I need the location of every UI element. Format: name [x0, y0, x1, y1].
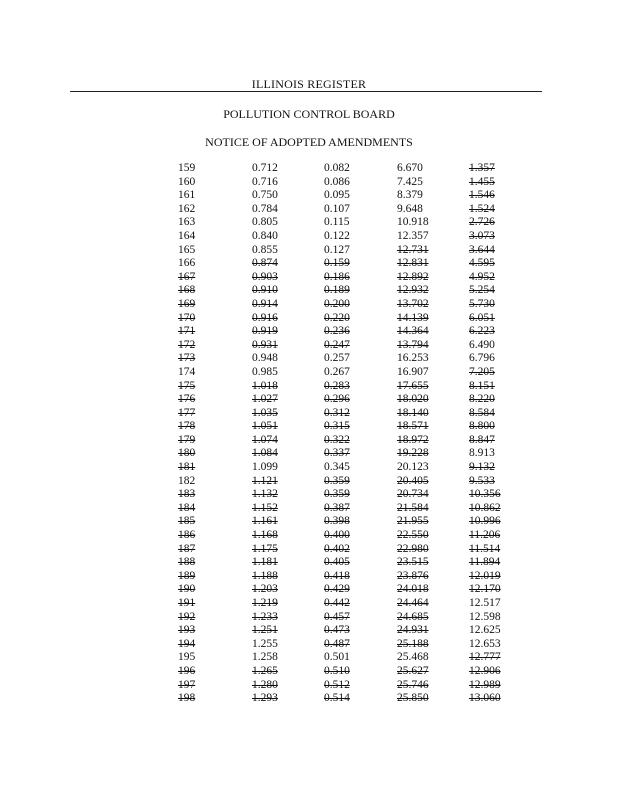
value-cell: 0.296	[324, 393, 350, 406]
value-cell: 12.731	[397, 243, 429, 256]
value-cell: 0.220	[324, 311, 350, 324]
table-row	[0, 257, 618, 271]
row-number-cell: 192	[178, 610, 196, 623]
row-number-cell: 195	[178, 651, 196, 664]
value-cell: 0.115	[324, 216, 350, 229]
value-cell: 1.258	[252, 651, 278, 664]
value-cell: 4.952	[469, 270, 495, 283]
value-cell: 0.418	[324, 569, 350, 582]
row-number-cell: 188	[178, 556, 196, 569]
row-number-cell: 159	[178, 162, 196, 174]
value-cell: 1.265	[252, 664, 278, 677]
value-cell: 0.359	[324, 488, 350, 501]
row-number-cell: 163	[178, 216, 196, 229]
value-cell: 0.387	[324, 501, 350, 514]
value-cell: 7.425	[397, 175, 423, 188]
value-cell: 0.315	[324, 420, 350, 433]
value-cell: 8.584	[469, 406, 495, 419]
value-cell: 0.159	[324, 257, 350, 270]
value-cell: 0.473	[324, 624, 350, 637]
value-cell: 1.168	[252, 529, 278, 542]
value-cell: 0.122	[324, 229, 350, 242]
value-cell: 5.254	[469, 284, 495, 297]
row-number-cell: 177	[178, 406, 196, 419]
value-cell: 0.200	[324, 297, 350, 310]
value-cell: 16.907	[397, 365, 429, 378]
value-cell: 0.985	[252, 365, 278, 378]
value-cell: 4.595	[469, 257, 495, 270]
row-number-cell: 160	[178, 175, 196, 188]
value-cell: 0.283	[324, 379, 350, 392]
value-cell: 1.188	[252, 569, 278, 582]
table-row	[0, 583, 618, 597]
value-cell: 12.357	[397, 229, 429, 242]
value-cell: 0.429	[324, 583, 350, 596]
value-cell: 0.337	[324, 447, 350, 460]
value-cell: 9.533	[469, 474, 495, 487]
row-number-cell: 168	[178, 284, 196, 297]
value-cell: 25.468	[397, 651, 429, 664]
value-cell: 1.233	[252, 610, 278, 623]
value-cell: 0.247	[324, 338, 350, 351]
table-row	[0, 339, 618, 353]
value-cell: 0.400	[324, 529, 350, 542]
table-row	[0, 447, 618, 461]
value-cell: 0.855	[252, 243, 278, 256]
value-cell: 6.796	[469, 352, 495, 365]
value-cell: 25.627	[397, 664, 429, 677]
value-cell: 10.996	[469, 515, 501, 528]
table-row	[0, 162, 618, 176]
row-number-cell: 167	[178, 270, 196, 283]
value-cell: 1.251	[252, 624, 278, 637]
value-cell: 25.850	[397, 692, 429, 705]
value-cell: 23.515	[397, 556, 429, 569]
value-cell: 12.831	[397, 257, 429, 270]
row-number-cell: 162	[178, 202, 196, 215]
value-cell: 22.550	[397, 529, 429, 542]
value-cell: 11.514	[469, 542, 501, 555]
table-row	[0, 624, 618, 638]
table-row	[0, 515, 618, 529]
table-row	[0, 189, 618, 203]
value-cell: 12.019	[469, 569, 501, 582]
row-number-cell: 169	[178, 297, 196, 310]
value-cell: 19.228	[397, 447, 429, 460]
value-cell: 0.805	[252, 216, 278, 229]
value-cell: 0.442	[324, 597, 350, 609]
value-cell: 1.051	[252, 420, 278, 433]
value-cell: 0.405	[324, 556, 350, 569]
row-number-cell: 180	[178, 447, 196, 460]
value-cell: 8.800	[469, 420, 495, 433]
table-row	[0, 597, 618, 611]
table-row	[0, 216, 618, 230]
value-cell: 0.784	[252, 202, 278, 215]
table-row	[0, 692, 618, 706]
row-number-cell: 184	[178, 501, 196, 514]
table-row	[0, 244, 618, 258]
value-cell: 1.181	[252, 556, 278, 569]
value-cell: 1.084	[252, 447, 278, 460]
value-cell: 10.918	[397, 216, 429, 229]
value-cell: 0.345	[324, 461, 350, 474]
table-row	[0, 529, 618, 543]
row-number-cell: 164	[178, 229, 196, 242]
value-cell: 0.086	[324, 175, 350, 188]
value-cell: 24.464	[397, 597, 429, 609]
row-number-cell: 174	[178, 365, 196, 378]
table-row	[0, 488, 618, 502]
value-cell: 0.840	[252, 229, 278, 242]
value-cell: 0.186	[324, 270, 350, 283]
value-cell: 13.702	[397, 297, 429, 310]
table-row	[0, 380, 618, 394]
value-cell: 0.322	[324, 433, 350, 446]
value-cell: 8.379	[397, 189, 423, 202]
value-cell: 6.223	[469, 325, 495, 338]
value-cell: 21.955	[397, 515, 429, 528]
value-cell: 1.152	[252, 501, 278, 514]
value-cell: 0.236	[324, 325, 350, 338]
table-row	[0, 543, 618, 557]
value-cell: 0.312	[324, 406, 350, 419]
value-cell: 12.989	[469, 678, 501, 691]
table-row	[0, 570, 618, 584]
table-row	[0, 271, 618, 285]
value-cell: 1.132	[252, 488, 278, 501]
value-cell: 0.359	[324, 474, 350, 487]
value-cell: 12.598	[469, 610, 501, 623]
table-row	[0, 679, 618, 693]
value-cell: 12.170	[469, 583, 501, 596]
value-cell: 1.293	[252, 692, 278, 705]
value-cell: 0.919	[252, 325, 278, 338]
value-cell: 12.892	[397, 270, 429, 283]
table-row	[0, 325, 618, 339]
value-cell: 13.060	[469, 692, 501, 705]
row-number-cell: 183	[178, 488, 196, 501]
value-cell: 14.139	[397, 311, 429, 324]
table-row	[0, 176, 618, 190]
value-cell: 0.903	[252, 270, 278, 283]
value-cell: 12.777	[469, 651, 501, 664]
value-cell: 25.188	[397, 637, 429, 650]
value-cell: 22.980	[397, 542, 429, 555]
value-cell: 20.734	[397, 488, 429, 501]
value-cell: 1.027	[252, 393, 278, 406]
table-row	[0, 230, 618, 244]
table-row	[0, 434, 618, 448]
row-number-cell: 197	[178, 678, 196, 691]
value-cell: 0.501	[324, 651, 350, 664]
table-row	[0, 407, 618, 421]
value-cell: 0.398	[324, 515, 350, 528]
row-number-cell: 187	[178, 542, 196, 555]
row-number-cell: 179	[178, 433, 196, 446]
value-cell: 0.127	[324, 243, 350, 256]
value-cell: 0.189	[324, 284, 350, 297]
value-cell: 0.916	[252, 311, 278, 324]
value-cell: 0.107	[324, 202, 350, 215]
row-number-cell: 165	[178, 243, 196, 256]
value-cell: 12.906	[469, 664, 501, 677]
table-row	[0, 420, 618, 434]
value-cell: 6.490	[469, 338, 495, 351]
table-row	[0, 203, 618, 217]
value-cell: 20.405	[397, 474, 429, 487]
row-number-cell: 185	[178, 515, 196, 528]
value-cell: 1.121	[252, 474, 278, 487]
header-rule	[70, 91, 542, 92]
value-cell: 1.018	[252, 379, 278, 392]
row-number-cell: 189	[178, 569, 196, 582]
value-cell: 0.095	[324, 189, 350, 202]
value-cell: 2.726	[469, 216, 495, 229]
value-cell: 8.220	[469, 393, 495, 406]
value-cell: 0.487	[324, 637, 350, 650]
table-row	[0, 352, 618, 366]
value-cell: 12.517	[469, 597, 501, 609]
row-number-cell: 191	[178, 597, 196, 609]
table-row	[0, 366, 618, 380]
row-number-cell: 173	[178, 352, 196, 365]
table-row	[0, 312, 618, 326]
value-cell: 18.140	[397, 406, 429, 419]
value-cell: 17.655	[397, 379, 429, 392]
value-cell: 1.546	[469, 189, 495, 202]
row-number-cell: 190	[178, 583, 196, 596]
value-cell: 18.571	[397, 420, 429, 433]
value-cell: 12.625	[469, 624, 501, 637]
value-cell: 9.132	[469, 461, 495, 474]
row-number-cell: 196	[178, 664, 196, 677]
value-cell: 16.253	[397, 352, 429, 365]
value-cell: 0.082	[324, 162, 350, 174]
value-cell: 1.099	[252, 461, 278, 474]
value-cell: 9.648	[397, 202, 423, 215]
value-cell: 12.932	[397, 284, 429, 297]
value-cell: 18.020	[397, 393, 429, 406]
value-cell: 10.356	[469, 488, 501, 501]
row-number-cell: 172	[178, 338, 196, 351]
value-cell: 0.750	[252, 189, 278, 202]
table-row	[0, 502, 618, 516]
row-number-cell: 186	[178, 529, 196, 542]
value-cell: 6.051	[469, 311, 495, 324]
value-cell: 0.512	[324, 678, 350, 691]
value-cell: 11.894	[469, 556, 501, 569]
value-cell: 0.712	[252, 162, 278, 174]
value-cell: 0.716	[252, 175, 278, 188]
value-cell: 0.931	[252, 338, 278, 351]
value-cell: 5.730	[469, 297, 495, 310]
value-cell: 1.455	[469, 175, 495, 188]
value-cell: 1.035	[252, 406, 278, 419]
notice-title: NOTICE OF ADOPTED AMENDMENTS	[205, 135, 413, 149]
amendment-table	[0, 162, 618, 706]
value-cell: 14.364	[397, 325, 429, 338]
row-number-cell: 181	[178, 461, 196, 474]
value-cell: 0.267	[324, 365, 350, 378]
value-cell: 1.357	[469, 162, 495, 174]
table-row	[0, 475, 618, 489]
row-number-cell: 182	[178, 474, 196, 487]
table-row	[0, 651, 618, 665]
value-cell: 24.931	[397, 624, 429, 637]
value-cell: 21.584	[397, 501, 429, 514]
value-cell: 0.457	[324, 610, 350, 623]
row-number-cell: 194	[178, 637, 196, 650]
table-row	[0, 284, 618, 298]
value-cell: 1.175	[252, 542, 278, 555]
value-cell: 0.910	[252, 284, 278, 297]
row-number-cell: 171	[178, 325, 196, 338]
table-row	[0, 638, 618, 652]
value-cell: 0.510	[324, 664, 350, 677]
value-cell: 3.644	[469, 243, 495, 256]
table-row	[0, 556, 618, 570]
value-cell: 11.206	[469, 529, 501, 542]
board-title: POLLUTION CONTROL BOARD	[223, 107, 395, 121]
value-cell: 8.847	[469, 433, 495, 446]
row-number-cell: 178	[178, 420, 196, 433]
value-cell: 10.862	[469, 501, 501, 514]
row-number-cell: 161	[178, 189, 196, 202]
value-cell: 1.219	[252, 597, 278, 609]
row-number-cell: 198	[178, 692, 196, 705]
table-row	[0, 298, 618, 312]
value-cell: 8.151	[469, 379, 495, 392]
table-row	[0, 393, 618, 407]
value-cell: 7.205	[469, 365, 495, 378]
table-row	[0, 665, 618, 679]
row-number-cell: 166	[178, 257, 196, 270]
table-row	[0, 461, 618, 475]
value-cell: 13.794	[397, 338, 429, 351]
value-cell: 18.972	[397, 433, 429, 446]
row-number-cell: 175	[178, 379, 196, 392]
register-title: ILLINOIS REGISTER	[251, 77, 367, 91]
table-row	[0, 611, 618, 625]
value-cell: 24.685	[397, 610, 429, 623]
value-cell: 0.514	[324, 692, 350, 705]
row-number-cell: 193	[178, 624, 196, 637]
value-cell: 23.876	[397, 569, 429, 582]
value-cell: 0.874	[252, 257, 278, 270]
value-cell: 1.074	[252, 433, 278, 446]
value-cell: 6.670	[397, 162, 423, 174]
value-cell: 24.018	[397, 583, 429, 596]
value-cell: 1.161	[252, 515, 278, 528]
value-cell: 20.123	[397, 461, 429, 474]
value-cell: 12.653	[469, 637, 501, 650]
value-cell: 1.203	[252, 583, 278, 596]
value-cell: 25.746	[397, 678, 429, 691]
value-cell: 8.913	[469, 447, 495, 460]
value-cell: 0.402	[324, 542, 350, 555]
value-cell: 1.255	[252, 637, 278, 650]
value-cell: 0.914	[252, 297, 278, 310]
value-cell: 3.073	[469, 229, 495, 242]
value-cell: 0.948	[252, 352, 278, 365]
row-number-cell: 176	[178, 393, 196, 406]
value-cell: 0.257	[324, 352, 350, 365]
value-cell: 1.280	[252, 678, 278, 691]
row-number-cell: 170	[178, 311, 196, 324]
value-cell: 1.524	[469, 202, 495, 215]
